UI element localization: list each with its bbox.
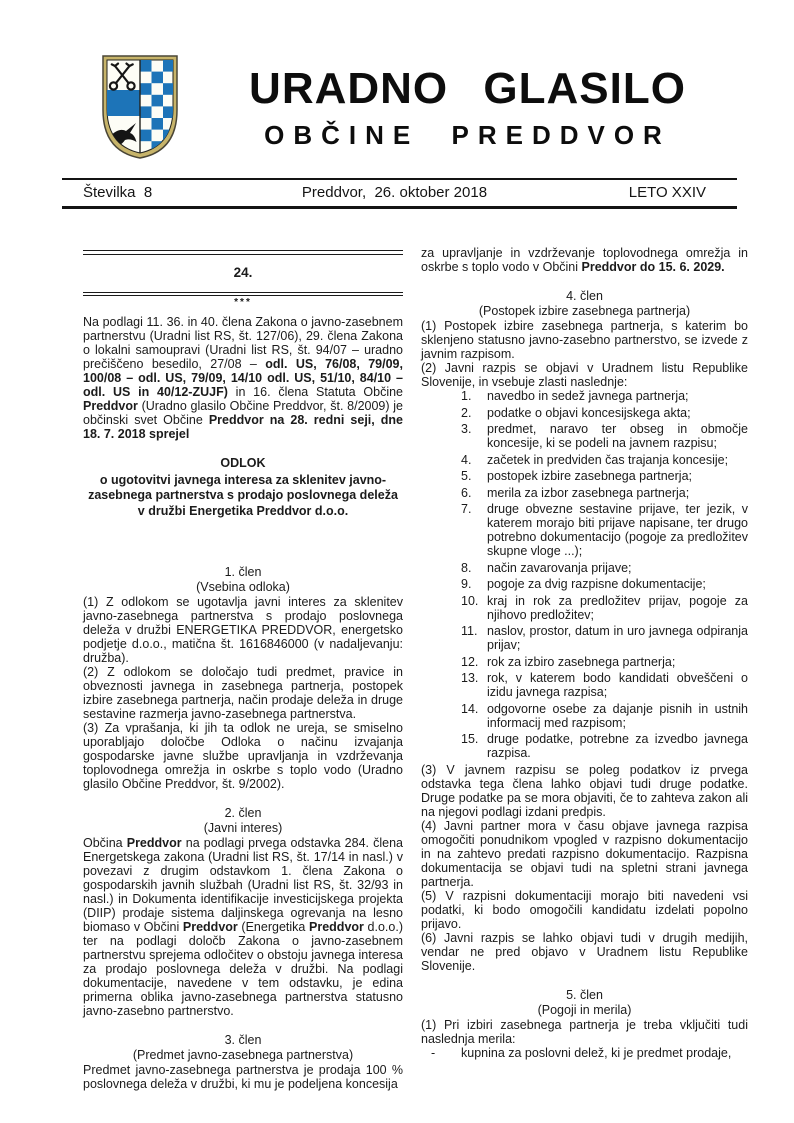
text-segment: Preddvor xyxy=(83,399,138,413)
title-line: zasebnega partnerstva s prodajo poslovnega deleža xyxy=(88,488,398,502)
gazette-title: URADNO GLASILO xyxy=(249,64,686,113)
ordered-list-item xyxy=(421,702,748,730)
text-segment: Preddvor xyxy=(182,920,238,934)
list-item-text: postopek izbire zasebnega partnerja; xyxy=(487,469,692,483)
list-item-number: 10. xyxy=(461,593,479,608)
article-3-heading xyxy=(83,1033,403,1063)
ordered-list-item xyxy=(421,389,748,403)
text-segment: (Uradno glasilo Občine Preddvor, št. 8/2009) je občinski svet Občine xyxy=(83,399,403,427)
article-4-paragraph-3: (3) V javnem razpisu se poleg podatkov iz prvega odstavka tega člena lahko objavi tudi druge podatke. Druge podatke pa se mora objaviti, če to zahteva zakon ali na njegovi podlagi izdani predpis. xyxy=(421,762,748,819)
article-3-paragraph-continuation xyxy=(421,246,748,274)
ordered-list-item xyxy=(421,422,748,450)
list-item-number: 14. xyxy=(461,701,479,716)
decree-title-main: ODLOK xyxy=(220,456,266,470)
list-item-number: 6. xyxy=(461,485,472,500)
tender-contents-list xyxy=(421,389,748,760)
list-item-text: odgovorne osebe za dajanje pisnih in ustnih informacij med razpisom; xyxy=(487,701,748,730)
text-segment: in 16. člena Statuta Občine xyxy=(227,385,403,399)
ordered-list-item xyxy=(421,577,748,591)
article-5-paragraph-1: (1) Pri izbiri zasebnega partnerja je treba vključiti tudi naslednja merila: xyxy=(421,1017,748,1046)
article-number: 3. člen xyxy=(224,1033,262,1047)
list-item-number: 5. xyxy=(461,469,472,483)
article-name: (Vsebina odloka) xyxy=(196,580,290,594)
separator-rule-top xyxy=(83,250,403,255)
text-segment: (Energetika xyxy=(237,920,310,934)
article-name: (Pogoji in merila) xyxy=(537,1002,632,1017)
list-item-text: druge podatke, potrebne za izvedbo javnega razpisa. xyxy=(487,732,748,760)
list-item-text: navedbo in sedež javnega partnerja; xyxy=(487,389,689,403)
text-segment: Preddvor xyxy=(309,920,364,934)
article-name: (Predmet javno-zasebnega partnerstva) xyxy=(132,1048,354,1062)
text-segment: Na podlagi 11. 36. in 40. člena Zakona o javno-zasebnem partnerstvu (Uradni list RS, št. 127/06), 29. člena Zakona o lokalni samoupravi (Uradni list RS, št. 94/07 – uradno prečiščeno besedilo, 27/08 – xyxy=(83,315,403,371)
list-item-text: začetek in predviden čas trajanja koncesije; xyxy=(487,452,729,467)
article-4-paragraph-6: (6) Javni razpis se lahko objavi tudi v drugih medijih, vendar ne pred objavo v Uradnem listu Republike Slovenije. xyxy=(421,930,748,973)
decree-title-sub xyxy=(83,473,403,520)
criteria-bullet-text: kupnina za poslovni delež, ki je predmet prodaje, xyxy=(461,1045,732,1060)
list-item-number: 13. xyxy=(461,671,479,685)
text-segment: Občina xyxy=(83,836,127,850)
list-item-text: druge obvezne sestavine prijave, ter jezik, v katerem morajo biti prijave napisane, ter drugo potrebno dokumentacijo (pogoje za predložitev skupne vloge ...); xyxy=(487,502,748,558)
ordered-list-item xyxy=(421,561,748,575)
list-item-text: rok, v katerem bodo kandidati obveščeni o izidu javnega razpisa; xyxy=(487,671,748,699)
right-column xyxy=(421,246,748,1060)
item-number: 24. xyxy=(233,264,253,280)
text-segment: odl. US, 76/08, 79/09, 100/08 – odl. US, 79/09, 14/10 odl. US, 51/10, 84/10 – odl. US in 40/12-ZUJF) xyxy=(83,357,403,399)
list-item-text: merila za izbor zasebnega partnerja; xyxy=(487,485,690,500)
legal-preamble xyxy=(83,315,403,441)
list-item-text: predmet, naravo ter obseg in območje koncesije, ki se podeli na javnem razpisu; xyxy=(487,422,748,450)
ordered-list-item xyxy=(421,655,748,669)
gazette-subtitle: OBČINE PREDDVOR xyxy=(264,120,671,150)
text-segment: za upravljanje in vzdrževanje toplovodnega omrežja in oskrbe s toplo vodo v Občini xyxy=(421,246,748,274)
issue-year: LETO XXIV xyxy=(628,184,706,201)
text-segment: Preddvor xyxy=(581,260,637,274)
list-item-number: 4. xyxy=(461,452,472,467)
list-item-number: 7. xyxy=(461,502,472,516)
stars-separator: *** xyxy=(234,297,252,308)
separator-rule-bottom xyxy=(83,292,403,297)
list-item-text: naslov, prostor, datum in uro javnega odpiranja prijav; xyxy=(487,624,748,652)
article-4-paragraph-5: (5) V razpisni dokumentaciji morajo biti navedeni vsi podatki, ki bodo omogočili kandidatu izdelati popolno prijavo. xyxy=(421,888,748,931)
article-number: 4. člen xyxy=(566,289,603,303)
list-item-text: pogoje za dvig razpisne dokumentacije; xyxy=(487,577,706,591)
list-item-number: 9. xyxy=(461,577,472,591)
list-item-text: kraj in rok za predložitev prijav, pogoje za njihovo predložitev; xyxy=(487,593,748,622)
article-3-paragraph-left: Predmet javno-zasebnega partnerstva je prodaja 100 % poslovnega deleža v družbi, ki mu je podeljena koncesija xyxy=(83,1063,403,1091)
article-name: (Javni interes) xyxy=(203,821,283,835)
list-item-number: 12. xyxy=(461,654,479,669)
list-item-number: 3. xyxy=(461,422,472,436)
list-item-number: 2. xyxy=(461,405,472,420)
list-item-text: rok za izbiro zasebnega partnerja; xyxy=(487,654,676,669)
dash-marker: - xyxy=(431,1045,436,1060)
ordered-list-item xyxy=(421,469,748,483)
article-2-heading xyxy=(83,806,403,836)
issue-place-date: Preddvor, 26. oktober 2018 xyxy=(301,184,488,201)
ordered-list-item xyxy=(421,594,748,622)
masthead xyxy=(195,66,740,151)
title-line: o ugotovitvi javnega interesa za sklenitev javno- xyxy=(99,472,387,487)
article-1-paragraph-3: (3) Za vprašanja, ki jih ta odlok ne ureja, se smiselno uporabljajo določbe Odloka o načinu izvajanja gospodarske javne službe upravljanja in vzdrževanja toplovodnega omrežja in oskrbe s toplo vodo (Uradno glasilo Občine Preddvor, št. 9/2002). xyxy=(83,721,403,791)
article-number: 2. člen xyxy=(224,806,262,820)
issue-info-bar xyxy=(62,178,737,209)
article-5-heading xyxy=(421,988,748,1018)
text-segment: do 15. 6. 2029. xyxy=(639,260,725,274)
title-line: v družbi Energetika Preddvor d.o.o. xyxy=(137,503,349,518)
ordered-list-item xyxy=(421,502,748,558)
text-segment: Preddvor xyxy=(208,413,264,427)
article-4-paragraph-4: (4) Javni partner mora v času objave javnega razpisa omogočiti ponudnikom vpogled v razpisno dokumentacijo in na zahtevo predati razpisno dokumentacijo. Razpisna dokumentacija se objavi tudi na spletni strani javnega partnerja. xyxy=(421,818,748,889)
article-1-paragraph-1: (1) Z odlokom se ugotavlja javni interes za sklenitev javno-zasebnega partnerstva s prodajo poslovnega deleža v družbi ENERGETIKA PREDDVOR, energetsko podjetje d.o.o., matična št. 1616846000 (v nadaljevanju: družba). xyxy=(83,595,403,665)
ordered-list-item xyxy=(421,453,748,467)
text-segment: Preddvor xyxy=(126,836,182,850)
criteria-bullet-item xyxy=(421,1046,748,1060)
article-4-paragraph-2: (2) Javni razpis se objavi v Uradnem listu Republike Slovenije, in vsebuje zlasti naslednje: xyxy=(421,361,748,389)
list-item-text: način zavarovanja prijave; xyxy=(487,560,632,575)
ordered-list-item xyxy=(421,406,748,420)
text-segment: d.o.o.) ter na podlagi določb Zakona o javno-zasebnem partnerstvu sprejema odločitev o obstoju javnega interesa za prodajo poslovnega deleža v družbi. Na podlagi dokumentacije, navedene v tem odstavku, je edina primerna oblika javno-zasebnega partnerstva statusno javno-zasebno partnerstvo. xyxy=(83,920,403,1018)
coat-of-arms-icon xyxy=(99,54,181,160)
article-1-heading xyxy=(83,565,403,595)
article-4-paragraph-1: (1) Postopek izbire zasebnega partnerja, s katerim bo sklenjeno statusno javno-zasebno partnerstvo, se izvede z javnim razpisom. xyxy=(421,319,748,361)
article-1-paragraph-2: (2) Z odlokom se določajo tudi predmet, pravice in obveznosti javnega in zasebnega partnerja, postopek izbire zasebnega partnerja, način prodaje deleža in druge sestavine razmerja javno-zasebnega partnerstva. xyxy=(83,665,403,721)
ordered-list-item xyxy=(421,671,748,699)
left-column xyxy=(83,250,403,1091)
text-segment: na 28. redni seji, dne 18. 7. 2018 sprejel xyxy=(83,413,404,441)
list-item-number: 1. xyxy=(461,389,472,403)
issue-number: Številka 8 xyxy=(83,184,153,201)
article-4-heading xyxy=(421,289,748,319)
blue-band xyxy=(107,90,140,116)
list-item-number: 15. xyxy=(461,732,479,746)
text-segment: na podlagi prvega odstavka 284. člena Energetskega zakona (Uradni list RS, št. 17/14 in nasl.) v povezavi z drugim odstavkom 1. člena Zakona o gospodarskih javnih službah (Uradni list RS, št. 32/93 in nasl.) in Dokumenta identifikacije investicijskega projekta (DIIP) prodaje sistema daljinskega ogrevanja na lesno biomaso v Občini xyxy=(83,836,403,934)
article-number: 1. člen xyxy=(224,565,262,579)
list-item-number: 8. xyxy=(461,560,472,575)
ordered-list-item xyxy=(421,624,748,652)
article-name: (Postopek izbire zasebnega partnerja) xyxy=(478,304,691,318)
decree-title xyxy=(83,456,403,519)
list-item-text: podatke o objavi koncesijskega akta; xyxy=(487,405,691,420)
ordered-list-item xyxy=(421,486,748,500)
article-number: 5. člen xyxy=(566,987,603,1002)
municipal-coat-of-arms xyxy=(99,54,181,165)
ordered-list-item xyxy=(421,732,748,760)
list-item-number: 11. xyxy=(461,624,478,638)
article-2-paragraph-1 xyxy=(83,836,403,1018)
